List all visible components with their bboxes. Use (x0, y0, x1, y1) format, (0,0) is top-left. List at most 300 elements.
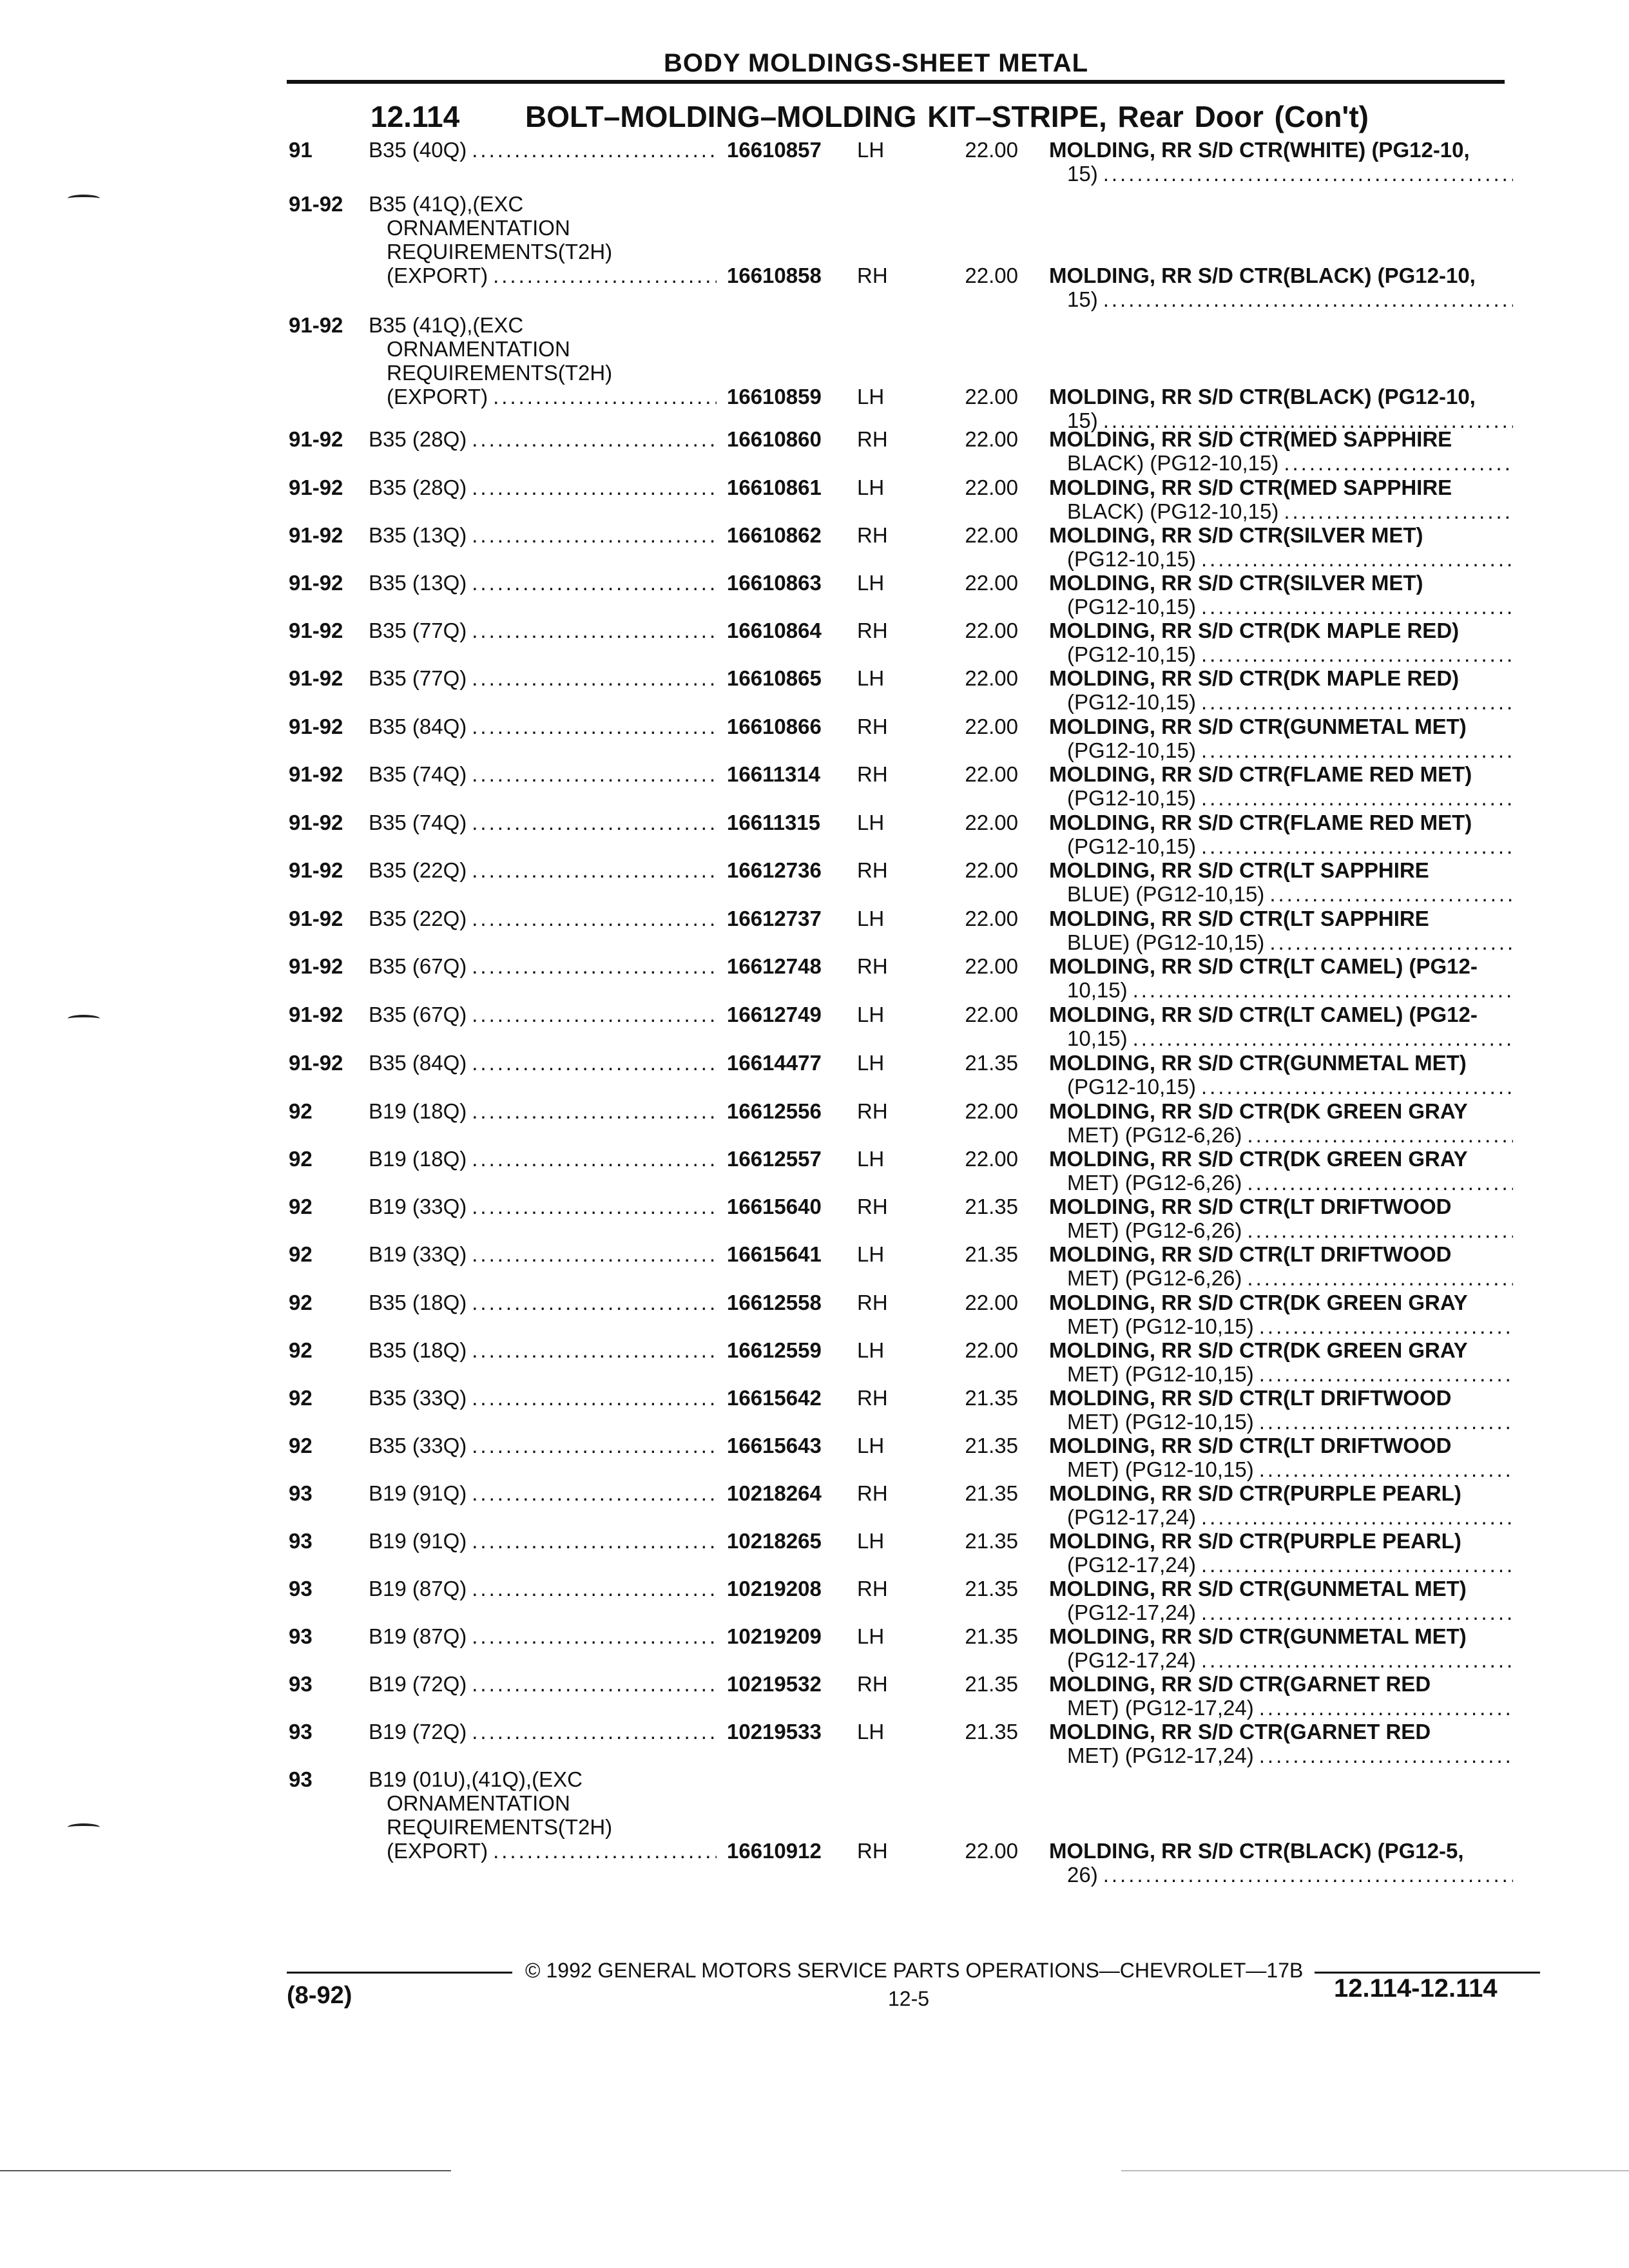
part-number: 16615640 (727, 1195, 822, 1218)
description-continuation: (PG12-17,24) (1067, 1648, 1196, 1672)
side-code: RH (857, 1481, 888, 1505)
unit-price: 21.35 (965, 1577, 1018, 1600)
punch-hole-mark (68, 195, 100, 202)
part-description (1049, 523, 1513, 571)
usage-qualifier (369, 192, 717, 287)
part-number: 16612737 (727, 907, 822, 930)
description-line: MOLDING, RR S/D CTR(LT SAPPHIRE (1049, 858, 1429, 882)
model-year-group: 91-92 (289, 907, 343, 930)
qualifier-text: B19 (33Q) (369, 1195, 467, 1218)
description-continuation: BLACK) (PG12-10,15) (1067, 499, 1279, 523)
usage-qualifier (369, 1434, 717, 1457)
model-year-group: 91-92 (289, 427, 343, 451)
unit-price: 21.35 (965, 1195, 1018, 1218)
model-year-group: 93 (289, 1529, 313, 1553)
qualifier-text: B35 (41Q),(EXC (369, 192, 524, 216)
description-continuation: (PG12-10,15) (1067, 834, 1196, 858)
side-code: LH (857, 571, 885, 595)
part-description (1049, 954, 1513, 1002)
description-continuation: (PG12-17,24) (1067, 1600, 1196, 1624)
side-code: RH (857, 1672, 888, 1696)
side-code: RH (857, 715, 888, 738)
model-year-group: 91-92 (289, 192, 343, 216)
part-number: 16614477 (727, 1051, 822, 1075)
dot-leader (1103, 1863, 1513, 1887)
description-line: MOLDING, RR S/D CTR(GUNMETAL MET) (1049, 715, 1467, 738)
usage-qualifier (369, 1529, 717, 1553)
dot-leader (1201, 690, 1513, 714)
qualifier-text: ORNAMENTATION (387, 1791, 570, 1815)
dot-leader (472, 138, 717, 162)
unit-price: 22.00 (965, 427, 1018, 451)
description-continuation: MET) (PG12-10,15) (1067, 1314, 1254, 1338)
description-line: MOLDING, RR S/D CTR(DK MAPLE RED) (1049, 666, 1460, 690)
usage-qualifier (369, 1147, 717, 1171)
usage-qualifier (369, 954, 717, 978)
qualifier-text: B35 (18Q) (369, 1338, 467, 1362)
description-continuation: 15) (1067, 162, 1098, 186)
description-continuation: MET) (PG12-17,24) (1067, 1744, 1254, 1767)
model-year-group: 93 (289, 1767, 313, 1791)
dot-leader (472, 858, 717, 882)
dot-leader (472, 523, 717, 547)
description-continuation: 10,15) (1067, 978, 1128, 1002)
side-code: RH (857, 1291, 888, 1314)
side-code: LH (857, 138, 885, 162)
model-year-group: 92 (289, 1338, 313, 1362)
dot-leader (472, 1720, 717, 1744)
dot-leader (472, 1195, 717, 1218)
side-code: LH (857, 811, 885, 834)
dot-leader (472, 715, 717, 738)
description-continuation: (PG12-10,15) (1067, 690, 1196, 714)
model-year-group: 91 (289, 138, 313, 162)
unit-price: 22.00 (965, 385, 1018, 408)
part-number: 16610865 (727, 666, 822, 690)
side-code: LH (857, 1624, 885, 1648)
description-continuation: 10,15) (1067, 1026, 1128, 1050)
dot-leader (1259, 1410, 1513, 1434)
dot-leader (1201, 786, 1513, 810)
dot-leader (1284, 451, 1513, 475)
part-number: 16610863 (727, 571, 822, 595)
part-description (1049, 1147, 1513, 1195)
qualifier-text: B19 (18Q) (369, 1099, 467, 1123)
part-description (1049, 762, 1513, 810)
unit-price: 22.00 (965, 571, 1018, 595)
part-number: 10219532 (727, 1672, 822, 1696)
dot-leader (472, 1003, 717, 1026)
section-number: 12.114 (371, 100, 460, 133)
part-description (1049, 1195, 1513, 1242)
side-code: LH (857, 1003, 885, 1026)
qualifier-text: B35 (40Q) (369, 138, 467, 162)
description-line: MOLDING, RR S/D CTR(WHITE) (PG12-10, (1049, 138, 1470, 162)
model-year-group: 92 (289, 1195, 313, 1218)
usage-qualifier (369, 907, 717, 930)
description-line: MOLDING, RR S/D CTR(PURPLE PEARL) (1049, 1529, 1461, 1553)
unit-price: 22.00 (965, 715, 1018, 738)
qualifier-text: B19 (72Q) (369, 1720, 467, 1744)
part-number: 10219208 (727, 1577, 822, 1600)
side-code: LH (857, 907, 885, 930)
dot-leader (1259, 1457, 1513, 1481)
dot-leader (1103, 162, 1513, 186)
dot-leader (1201, 1648, 1513, 1672)
dot-leader (1269, 882, 1513, 906)
side-code: RH (857, 264, 888, 287)
qualifier-text: REQUIREMENTS(T2H) (387, 361, 613, 385)
model-year-group: 92 (289, 1147, 313, 1171)
side-code: RH (857, 954, 888, 978)
usage-qualifier (369, 1242, 717, 1266)
part-description (1049, 1338, 1513, 1386)
usage-qualifier (369, 1291, 717, 1314)
dot-leader (472, 427, 717, 451)
dot-leader (1247, 1218, 1513, 1242)
qualifier-text: (EXPORT) (387, 264, 488, 287)
usage-qualifier (369, 476, 717, 499)
qualifier-text: B35 (33Q) (369, 1386, 467, 1410)
description-continuation: (PG12-10,15) (1067, 642, 1196, 666)
usage-qualifier (369, 1624, 717, 1648)
part-description (1049, 1624, 1513, 1672)
model-year-group: 92 (289, 1291, 313, 1314)
footer-copyright: © 1992 GENERAL MOTORS SERVICE PARTS OPERATIONS—CHEVROLET—17B (525, 1959, 1304, 1982)
dot-leader (472, 907, 717, 930)
unit-price: 22.00 (965, 907, 1018, 930)
unit-price: 22.00 (965, 666, 1018, 690)
description-continuation: (PG12-10,15) (1067, 786, 1196, 810)
unit-price: 21.35 (965, 1481, 1018, 1505)
dot-leader (1259, 1744, 1513, 1767)
qualifier-text: B35 (84Q) (369, 715, 467, 738)
part-number: 16610864 (727, 619, 822, 642)
description-continuation: (PG12-17,24) (1067, 1553, 1196, 1577)
dot-leader (472, 1291, 717, 1314)
usage-qualifier (369, 715, 717, 738)
qualifier-text: B35 (77Q) (369, 666, 467, 690)
dot-leader (472, 571, 717, 595)
dot-leader (472, 619, 717, 642)
model-year-group: 91-92 (289, 954, 343, 978)
bottom-rule-faint (1121, 2170, 1629, 2171)
qualifier-text: B35 (77Q) (369, 619, 467, 642)
unit-price: 21.35 (965, 1529, 1018, 1553)
part-description (1049, 907, 1513, 954)
description-line: MOLDING, RR S/D CTR(GUNMETAL MET) (1049, 1624, 1467, 1648)
unit-price: 22.00 (965, 954, 1018, 978)
unit-price: 22.00 (965, 476, 1018, 499)
qualifier-text: B35 (18Q) (369, 1291, 467, 1314)
unit-price: 22.00 (965, 523, 1018, 547)
side-code: RH (857, 427, 888, 451)
part-number: 10218264 (727, 1481, 822, 1505)
description-continuation: MET) (PG12-6,26) (1067, 1123, 1242, 1147)
model-year-group: 91-92 (289, 858, 343, 882)
qualifier-text: B35 (74Q) (369, 811, 467, 834)
page-title: BODY MOLDINGS-SHEET METAL (664, 49, 1089, 77)
part-number: 16612556 (727, 1099, 822, 1123)
description-line: MOLDING, RR S/D CTR(BLACK) (PG12-5, (1049, 1839, 1464, 1863)
dot-leader (1201, 834, 1513, 858)
unit-price: 21.35 (965, 1386, 1018, 1410)
unit-price: 22.00 (965, 1291, 1018, 1314)
part-description (1049, 1672, 1513, 1720)
model-year-group: 91-92 (289, 313, 343, 337)
description-line: MOLDING, RR S/D CTR(FLAME RED MET) (1049, 762, 1472, 786)
model-year-group: 91-92 (289, 571, 343, 595)
model-year-group: 93 (289, 1624, 313, 1648)
part-number: 10219209 (727, 1624, 822, 1648)
part-description (1049, 1242, 1513, 1290)
qualifier-text: ORNAMENTATION (387, 216, 570, 240)
revision-date: (8-92) (287, 1982, 352, 2009)
dot-leader (472, 666, 717, 690)
dot-leader (472, 1481, 717, 1505)
qualifier-text: B19 (72Q) (369, 1672, 467, 1696)
part-description (1049, 1291, 1513, 1338)
dot-leader (1201, 642, 1513, 666)
dot-leader (472, 1386, 717, 1410)
model-year-group: 92 (289, 1099, 313, 1123)
unit-price: 22.00 (965, 264, 1018, 287)
description-line: MOLDING, RR S/D CTR(PURPLE PEARL) (1049, 1481, 1461, 1505)
side-code: RH (857, 1839, 888, 1863)
unit-price: 22.00 (965, 1839, 1018, 1863)
unit-price: 21.35 (965, 1242, 1018, 1266)
qualifier-text: B35 (84Q) (369, 1051, 467, 1075)
description-continuation: MET) (PG12-10,15) (1067, 1457, 1254, 1481)
qualifier-text: B19 (33Q) (369, 1242, 467, 1266)
description-continuation: (PG12-17,24) (1067, 1505, 1196, 1529)
qualifier-text: B35 (13Q) (369, 571, 467, 595)
model-year-group: 91-92 (289, 666, 343, 690)
model-year-group: 91-92 (289, 715, 343, 738)
usage-qualifier (369, 1577, 717, 1600)
part-description (1049, 1051, 1513, 1099)
dot-leader (472, 1338, 717, 1362)
dot-leader (1284, 499, 1513, 523)
dot-leader (472, 476, 717, 499)
dot-leader (1201, 1600, 1513, 1624)
usage-qualifier (369, 1195, 717, 1218)
description-line: MOLDING, RR S/D CTR(DK MAPLE RED) (1049, 619, 1460, 642)
dot-leader (1247, 1171, 1513, 1195)
usage-qualifier (369, 619, 717, 642)
part-description (1049, 385, 1513, 432)
dot-leader (1247, 1123, 1513, 1147)
side-code: LH (857, 476, 885, 499)
model-year-group: 91-92 (289, 811, 343, 834)
description-line: MOLDING, RR S/D CTR(GARNET RED (1049, 1672, 1431, 1696)
part-description (1049, 571, 1513, 619)
usage-qualifier (369, 762, 717, 786)
usage-qualifier (369, 1338, 717, 1362)
part-description (1049, 1099, 1513, 1147)
part-description (1049, 1839, 1513, 1887)
model-year-group: 91-92 (289, 523, 343, 547)
unit-price: 21.35 (965, 1434, 1018, 1457)
dot-leader (472, 811, 717, 834)
description-line: MOLDING, RR S/D CTR(SILVER MET) (1049, 523, 1423, 547)
unit-price: 22.00 (965, 619, 1018, 642)
description-continuation: MET) (PG12-17,24) (1067, 1696, 1254, 1720)
description-continuation: MET) (PG12-10,15) (1067, 1362, 1254, 1386)
model-year-group: 92 (289, 1386, 313, 1410)
part-number: 16610858 (727, 264, 822, 287)
description-continuation: (PG12-10,15) (1067, 738, 1196, 762)
usage-qualifier (369, 1481, 717, 1505)
qualifier-text: B35 (33Q) (369, 1434, 467, 1457)
part-number: 16612748 (727, 954, 822, 978)
page-number: 12-5 (888, 1987, 930, 2010)
usage-qualifier (369, 1386, 717, 1410)
footer-rule-left (287, 1972, 512, 1974)
qualifier-text: B35 (28Q) (369, 476, 467, 499)
unit-price: 22.00 (965, 1147, 1018, 1171)
section-range: 12.114-12.114 (1334, 1974, 1498, 2003)
qualifier-text: B35 (28Q) (369, 427, 467, 451)
description-continuation: MET) (PG12-6,26) (1067, 1266, 1242, 1290)
description-line: MOLDING, RR S/D CTR(DK GREEN GRAY (1049, 1099, 1468, 1123)
part-number: 16610860 (727, 427, 822, 451)
qualifier-text: (EXPORT) (387, 385, 488, 408)
part-number: 16610912 (727, 1839, 822, 1863)
part-description (1049, 715, 1513, 762)
dot-leader (1201, 547, 1513, 571)
qualifier-text: B35 (22Q) (369, 907, 467, 930)
qualifier-text: REQUIREMENTS(T2H) (387, 240, 613, 264)
usage-qualifier (369, 1051, 717, 1075)
dot-leader (1269, 930, 1513, 954)
description-continuation: 15) (1067, 287, 1098, 311)
description-continuation: (PG12-10,15) (1067, 595, 1196, 619)
part-number: 10219533 (727, 1720, 822, 1744)
dot-leader (1259, 1362, 1513, 1386)
unit-price: 22.00 (965, 811, 1018, 834)
usage-qualifier (369, 1720, 717, 1744)
punch-hole-mark (68, 1015, 100, 1023)
part-number: 16610861 (727, 476, 822, 499)
dot-leader (472, 954, 717, 978)
part-number: 16610862 (727, 523, 822, 547)
description-line: MOLDING, RR S/D CTR(GUNMETAL MET) (1049, 1577, 1467, 1600)
description-continuation: 26) (1067, 1863, 1098, 1887)
unit-price: 22.00 (965, 1338, 1018, 1362)
model-year-group: 91-92 (289, 1051, 343, 1075)
side-code: LH (857, 1434, 885, 1457)
description-line: MOLDING, RR S/D CTR(LT SAPPHIRE (1049, 907, 1429, 930)
unit-price: 21.35 (965, 1672, 1018, 1696)
model-year-group: 93 (289, 1481, 313, 1505)
unit-price: 22.00 (965, 138, 1018, 162)
dot-leader (1201, 1075, 1513, 1099)
model-year-group: 93 (289, 1720, 313, 1744)
model-year-group: 92 (289, 1242, 313, 1266)
dot-leader (1103, 287, 1513, 311)
part-number: 16615643 (727, 1434, 822, 1457)
description-continuation: BLACK) (PG12-10,15) (1067, 451, 1279, 475)
dot-leader (1247, 1266, 1513, 1290)
part-description (1049, 1577, 1513, 1624)
qualifier-text: B35 (74Q) (369, 762, 467, 786)
part-number: 16610857 (727, 138, 822, 162)
description-line: MOLDING, RR S/D CTR(MED SAPPHIRE (1049, 476, 1452, 499)
dot-leader (493, 264, 717, 287)
part-number: 16612736 (727, 858, 822, 882)
dot-leader (1201, 1553, 1513, 1577)
dot-leader (1133, 978, 1513, 1002)
usage-qualifier (369, 1672, 717, 1696)
description-line: MOLDING, RR S/D CTR(BLACK) (PG12-10, (1049, 264, 1476, 287)
side-code: RH (857, 762, 888, 786)
side-code: RH (857, 523, 888, 547)
part-description (1049, 427, 1513, 475)
description-continuation: 15) (1067, 408, 1098, 432)
description-line: MOLDING, RR S/D CTR(DK GREEN GRAY (1049, 1147, 1468, 1171)
side-code: LH (857, 1338, 885, 1362)
part-number: 10218265 (727, 1529, 822, 1553)
part-number: 16612557 (727, 1147, 822, 1171)
description-continuation: (PG12-10,15) (1067, 1075, 1196, 1099)
description-line: MOLDING, RR S/D CTR(LT DRIFTWOOD (1049, 1195, 1452, 1218)
model-year-group: 91-92 (289, 1003, 343, 1026)
usage-qualifier (369, 138, 717, 162)
qualifier-text: B19 (87Q) (369, 1577, 467, 1600)
qualifier-text: B35 (13Q) (369, 523, 467, 547)
unit-price: 22.00 (965, 1003, 1018, 1026)
usage-qualifier (369, 313, 717, 408)
description-line: MOLDING, RR S/D CTR(LT DRIFTWOOD (1049, 1434, 1452, 1457)
description-line: MOLDING, RR S/D CTR(DK GREEN GRAY (1049, 1338, 1468, 1362)
dot-leader (472, 1147, 717, 1171)
usage-qualifier (369, 811, 717, 834)
description-line: MOLDING, RR S/D CTR(GUNMETAL MET) (1049, 1051, 1467, 1075)
side-code: LH (857, 385, 885, 408)
dot-leader (1201, 738, 1513, 762)
dot-leader (1259, 1696, 1513, 1720)
side-code: LH (857, 1147, 885, 1171)
footer-rule-right (1315, 1972, 1540, 1974)
description-continuation: MET) (PG12-10,15) (1067, 1410, 1254, 1434)
side-code: RH (857, 1577, 888, 1600)
model-year-group: 93 (289, 1672, 313, 1696)
side-code: LH (857, 1051, 885, 1075)
dot-leader (1201, 595, 1513, 619)
unit-price: 22.00 (965, 1099, 1018, 1123)
dot-leader (472, 762, 717, 786)
description-continuation: (PG12-10,15) (1067, 547, 1196, 571)
dot-leader (1259, 1314, 1513, 1338)
header-rule (287, 80, 1505, 84)
description-line: MOLDING, RR S/D CTR(LT DRIFTWOOD (1049, 1242, 1452, 1266)
description-line: MOLDING, RR S/D CTR(SILVER MET) (1049, 571, 1423, 595)
part-number: 16612749 (727, 1003, 822, 1026)
part-number: 16611314 (727, 762, 821, 786)
usage-qualifier (369, 1099, 717, 1123)
dot-leader (472, 1099, 717, 1123)
side-code: LH (857, 1720, 885, 1744)
part-number: 16611315 (727, 811, 821, 834)
description-line: MOLDING, RR S/D CTR(FLAME RED MET) (1049, 811, 1472, 834)
side-code: RH (857, 1099, 888, 1123)
dot-leader (493, 1839, 717, 1863)
dot-leader (1133, 1026, 1513, 1050)
part-description (1049, 811, 1513, 858)
part-description (1049, 1434, 1513, 1481)
dot-leader (493, 385, 717, 408)
